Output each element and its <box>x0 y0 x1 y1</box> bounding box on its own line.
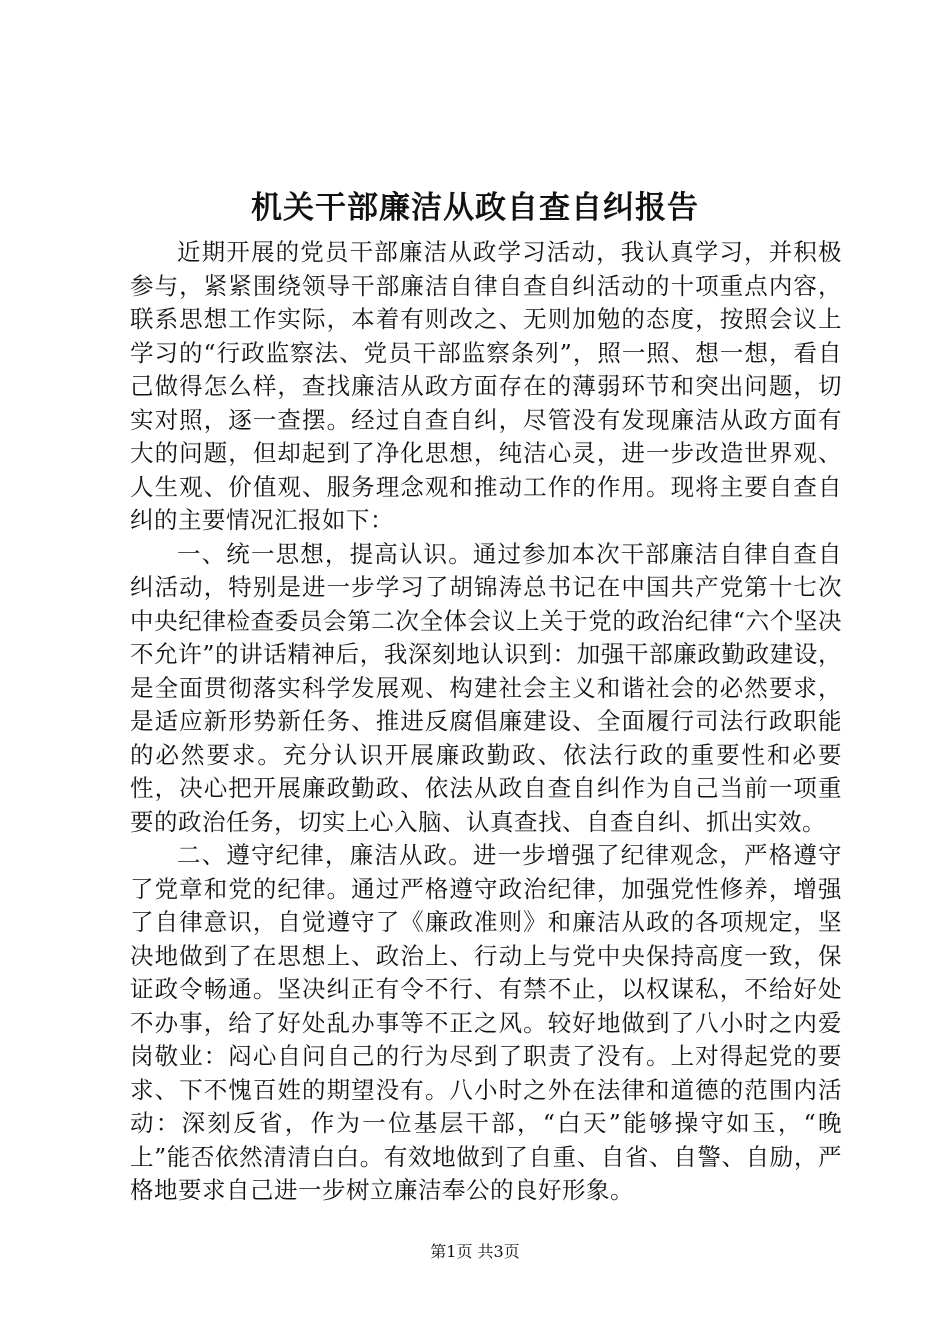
paragraph-intro: 近期开展的党员干部廉洁从政学习活动，我认真学习，并积极参与，紧紧围绕领导干部廉洁自律自查自纠活动的十项重点内容，联系思想工作实际，本着有则改之、无则加勉的态度，按照会议上学习的“行政监察法、党员干部监察条列”，照一照、想一想，看自己做得怎么样，查找廉洁从政方面存在的薄弱环节和突出问题，切实对照，逐一查摆。经过自查自纠，尽管没有发现廉洁从政方面有大的问题，但却起到了净化思想，纯洁心灵，进一步改造世界观、人生观、价值观、服务理念观和推动工作的作用。现将主要自查自纠的主要情况汇报如下： <box>130 238 842 534</box>
page-number-footer: 第1页 共3页 <box>430 1242 520 1261</box>
paragraph-section-two: 二、遵守纪律，廉洁从政。进一步增强了纪律观念，严格遵守了党章和党的纪律。通过严格遵守政治纪律，加强党性修养，增强了自律意识，自觉遵守了《廉政准则》和廉洁从政的各项规定，坚决地做到了在思想上、政治上、行动上与党中央保持高度一致，保证政令畅通。坚决纠正有令不行、有禁不止，以权谋私，不给好处不办事，给了好处乱办事等不正之风。较好地做到了八小时之内爱岗敬业：闷心自问自己的行为尽到了职责了没有。上对得起党的要求、下不愧百姓的期望没有。八小时之外在法律和道德的范围内活动：深刻反省，作为一位基层干部，“白天”能够操守如玉，“晚上”能否依然清清白白。有效地做到了自重、自省、自警、自励，严格地要求自己进一步树立廉洁奉公的良好形象。 <box>130 841 842 1204</box>
document-title: 机关干部廉洁从政自查自纠报告 <box>251 190 699 226</box>
paragraph-section-one: 一、统一思想，提高认识。通过参加本次干部廉洁自律自查自纠活动，特别是进一步学习了胡锦涛总书记在中国共产党第十七次中央纪律检查委员会第二次全体会议上关于党的政治纪律“六个坚决不允许”的讲话精神后，我深刻地认识到：加强干部廉政勤政建设，是全面贯彻落实科学发展观、构建社会主义和谐社会的必然要求，是适应新形势新任务、推进反腐倡廉建设、全面履行司法行政职能的必然要求。充分认识开展廉政勤政、依法行政的重要性和必要性，决心把开展廉政勤政、依法从政自查自纠作为自己当前一项重要的政治任务，切实上心入脑、认真查找、自查自纠、抓出实效。 <box>130 539 842 836</box>
document-body <box>130 236 842 1208</box>
